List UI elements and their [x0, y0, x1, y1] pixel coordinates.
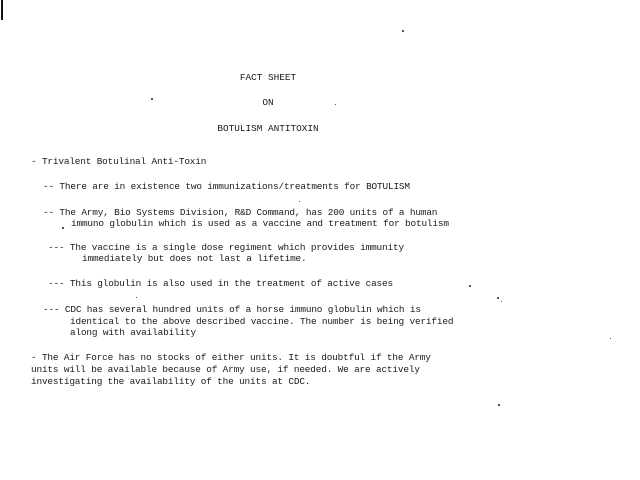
item-army-units-line1: -- The Army, Bio Systems Division, R&D Command, has 200 units of a human [43, 207, 438, 218]
item-cdc-line1: --- CDC has several hundred units of a horse immuno globulin which is [43, 304, 421, 315]
scan-edge-mark [1, 0, 3, 20]
topic-heading: - Trivalent Botulinal Anti-Toxin [31, 156, 207, 167]
closing-line3: investigating the availability of the units at CDC. [31, 376, 311, 387]
item-vaccine-line1: --- The vaccine is a single dose regiment which provides immunity [48, 242, 404, 253]
scan-speck [469, 285, 471, 287]
scan-speck [62, 227, 64, 229]
item-globulin-active-cases: --- This globulin is also used in the treatment of active cases [48, 278, 393, 289]
item-army-units-line2: immuno globulin which is used as a vaccine and treatment for botulism [71, 218, 449, 229]
scan-speck [136, 297, 137, 298]
item-two-immunizations: -- There are in existence two immunizations/treatments for BOTULISM [43, 181, 410, 192]
closing-line2: units will be available because of Army use, if needed. We are actively [31, 364, 420, 375]
closing-line1: - The Air Force has no stocks of either units. It is doubtful if the Army [31, 352, 431, 363]
item-cdc-line2: identical to the above described vaccine. The number is being verified [70, 316, 454, 327]
scan-speck [335, 104, 336, 105]
scan-speck [151, 98, 153, 100]
item-vaccine-line2: immediately but does not last a lifetime. [82, 253, 307, 264]
scan-speck [498, 404, 500, 406]
title-subject: BOTULISM ANTITOXIN [217, 123, 319, 134]
scan-speck [610, 338, 611, 339]
title-on: ON [262, 97, 274, 108]
scan-speck [501, 301, 502, 302]
scan-speck [402, 30, 404, 32]
title-fact-sheet: FACT SHEET [239, 72, 297, 83]
scan-speck [299, 201, 300, 202]
item-cdc-line3: along with availability [70, 327, 196, 338]
scan-speck [497, 297, 499, 299]
